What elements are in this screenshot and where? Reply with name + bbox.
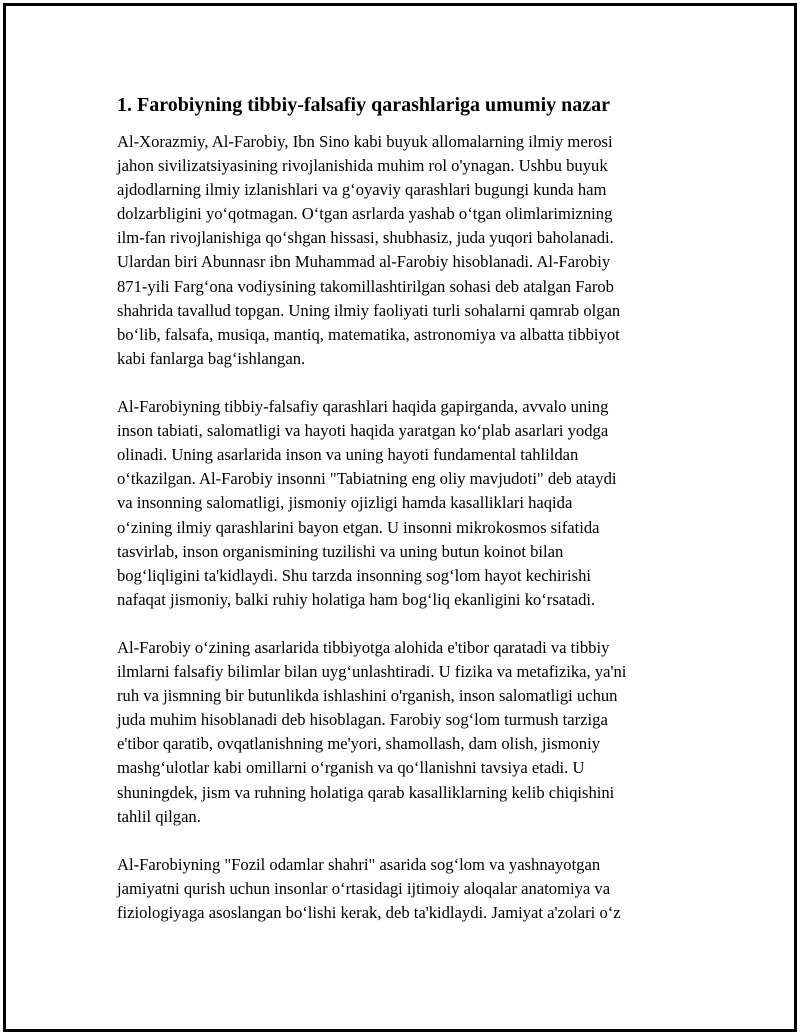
text-line: ilm-fan rivojlanishiga qo‘shgan hissasi, shubhasiz, juda yuqori baholanadi. [117, 228, 614, 248]
text-line: ruh va jismning bir butunlikda ishlashini o'rganish, inson salomatligi uchun [117, 686, 618, 706]
text-line: juda muhim hisoblanadi deb hisoblagan. Farobiy sog‘lom turmush tarziga [117, 710, 608, 730]
text-line: mashg‘ulotlar kabi omillarni o‘rganish va qo‘llanishni tavsiya etadi. U [117, 758, 585, 778]
text-line: olinadi. Uning asarlarida inson va uning hayoti fundamental tahlildan [117, 445, 579, 465]
text-line: o‘zining ilmiy qarashlarini bayon etgan. U insonni mikrokosmos sifatida [117, 517, 600, 537]
text-line: fiziologiyaga asoslangan bo‘lishi kerak, deb ta'kidlaydi. Jamiyat a'zolari o‘z [117, 903, 621, 922]
text-line: shahrida tavallud topgan. Uning ilmiy faoliyati turli sohalarni qamrab olgan [117, 300, 621, 320]
text-line: e'tibor qaratib, ovqatlanishning me'yori, shamollash, dam olish, jismoniy [117, 734, 600, 754]
text-line: Ulardan biri Abunnasr ibn Muhammad al-Farobiy hisoblanadi. Al-Farobiy [117, 252, 611, 272]
text-line: tahlil qilgan. [117, 806, 201, 826]
text-line: kabi fanlarga bag‘ishlangan. [117, 348, 306, 368]
text-line: jahon sivilizatsiyasining rivojlanishida muhim rol o'ynagan. Ushbu buyuk [117, 156, 608, 176]
paragraph-container [117, 130, 687, 925]
paragraph [117, 636, 687, 829]
text-line: Al-Xorazmiy, Al-Farobiy, Ibn Sino kabi buyuk allomalarning ilmiy merosi [117, 132, 613, 151]
text-line: bog‘liqligini ta'kidlaydi. Shu tarzda insonning sog‘lom hayot kechirishi [117, 565, 592, 585]
text-line: Al-Farobiyning "Fozil odamlar shahri" asarida sog‘lom va yashnayotgan [117, 854, 601, 874]
text-line: Al-Farobiy o‘zining asarlarida tibbiyotga alohida e'tibor qaratadi va tibbiy [117, 637, 610, 657]
text-line: nafaqat jismoniy, balki ruhiy holatiga ham bog‘liq ekanligini ko‘rsatadi. [117, 589, 596, 609]
section-heading: 1. Farobiyning tibbiy-falsafiy qarashlariga umumiy nazar [117, 94, 611, 116]
text-line: ilmlarni falsafiy bilimlar bilan uyg‘unlashtiradi. U fizika va metafizika, ya'ni [117, 662, 627, 682]
text-line: Al-Farobiyning tibbiy-falsafiy qarashlari haqida gapirganda, avvalo uning [117, 397, 609, 417]
paragraph [117, 130, 687, 371]
text-line: dolzarbligini yo‘qotmagan. O‘tgan asrlarda yashab o‘tgan olimlarimizning [117, 204, 613, 224]
text-line: bo‘lib, falsafa, musiqa, mantiq, matematika, astronomiya va albatta tibbiyot [117, 324, 620, 344]
paragraph [117, 395, 687, 612]
text-line: jamiyatni qurish uchun insonlar o‘rtasidagi ijtimoiy aloqalar anatomiya va [117, 878, 611, 898]
text-line: tasvirlab, inson organismining tuzilishi va uning butun koinot bilan [117, 541, 564, 561]
text-line: ajdodlarning ilmiy izlanishlari va g‘oyaviy qarashlari bugungi kunda ham [117, 180, 607, 200]
text-line: 871-yili Farg‘ona vodiysining takomillashtirilgan sohasi deb atalgan Farob [117, 276, 614, 296]
text-line: inson tabiati, salomatligi va hayoti haqida yaratgan ko‘plab asarlari yodga [117, 421, 609, 441]
text-line: shuningdek, jism va ruhning holatiga qarab kasalliklarning kelib chiqishini [117, 782, 615, 802]
text-line: o‘tkazilgan. Al-Farobiy insonni "Tabiatning eng oliy mavjudoti" deb ataydi [117, 469, 617, 489]
text-line: va insonning salomatligi, jismoniy ojizligi hamda kasalliklari haqida [117, 493, 573, 513]
paragraph [117, 853, 687, 925]
document-body [117, 92, 687, 949]
